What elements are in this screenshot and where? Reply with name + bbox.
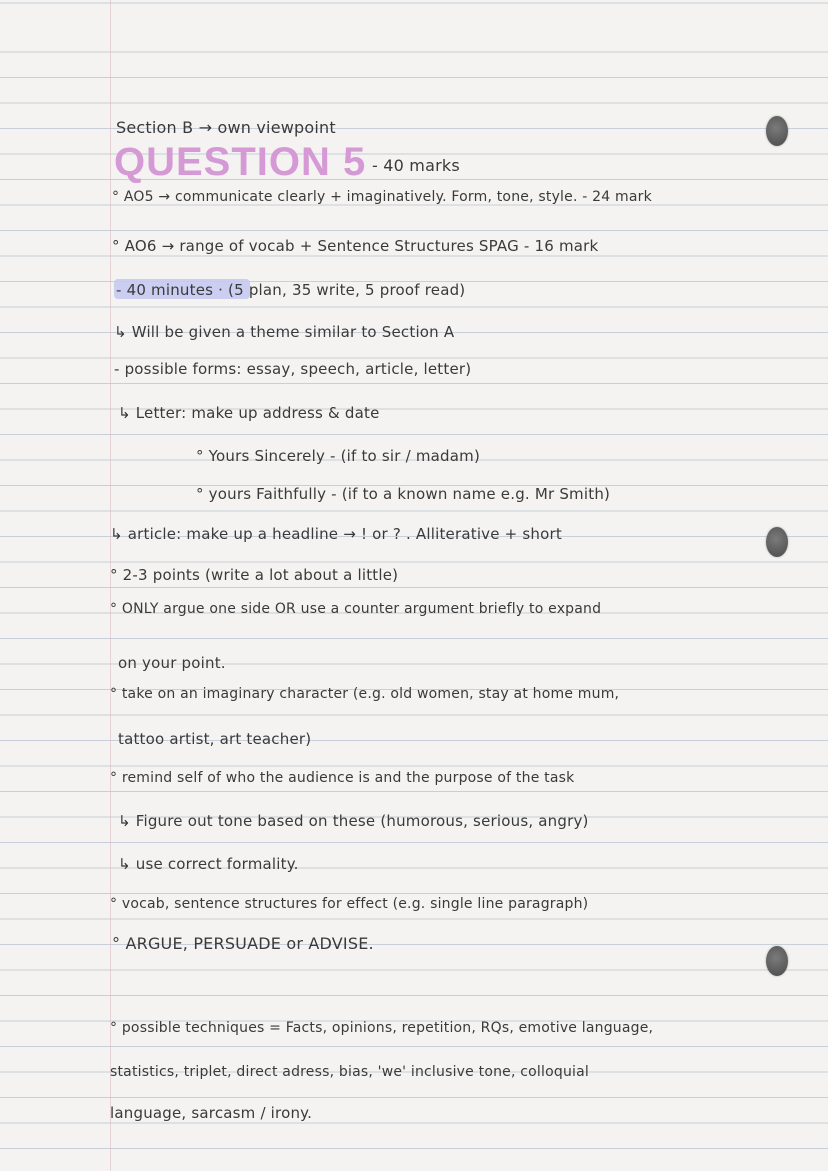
question-title: QUESTION 5: [114, 140, 367, 184]
note-line: ° 2-3 points (write a lot about a little): [110, 566, 399, 584]
note-line: tattoo artist, art teacher): [118, 730, 312, 748]
punch-hole: [766, 946, 788, 976]
note-line: ° Yours Sincerely - (if to sir / madam): [196, 447, 481, 465]
section-heading: Section B → own viewpoint: [116, 118, 336, 137]
note-line: - possible forms: essay, speech, article, letter): [114, 360, 472, 378]
margin-line: [110, 0, 111, 1171]
note-line: ° remind self of who the audience is and the purpose of the task: [110, 770, 575, 786]
note-line: ° possible techniques = Facts, opinions, repetition, RQs, emotive language,: [110, 1020, 654, 1036]
note-line: ↳ Will be given a theme similar to Section A: [114, 323, 455, 341]
note-line: ° AO5 → communicate clearly + imaginatively. Form, tone, style. - 24 mark: [112, 189, 652, 205]
note-line: on your point.: [118, 654, 226, 672]
note-line: ↳ Figure out tone based on these (humorous, serious, angry): [118, 812, 589, 830]
note-line: ° ARGUE, PERSUADE or ADVISE.: [112, 934, 374, 953]
note-line: ° vocab, sentence structures for effect (e.g. single line paragraph): [110, 896, 589, 912]
note-line: ° yours Faithfully - (if to a known name e.g. Mr Smith): [196, 485, 611, 503]
note-line: ° take on an imaginary character (e.g. old women, stay at home mum,: [110, 686, 620, 702]
note-line: ° AO6 → range of vocab + Sentence Structures SPAG - 16 mark: [112, 237, 599, 255]
note-line: - 40 minutes · (5 plan, 35 write, 5 proof read): [116, 281, 466, 299]
note-line: statistics, triplet, direct adress, bias, 'we' inclusive tone, colloquial: [110, 1064, 589, 1080]
note-line: ↳ Letter: make up address & date: [118, 404, 380, 422]
punch-hole: [766, 116, 788, 146]
punch-hole: [766, 527, 788, 557]
note-line: ↳ article: make up a headline → ! or ? . Alliterative + short: [110, 525, 562, 543]
note-line: ° ONLY argue one side OR use a counter argument briefly to expand: [110, 601, 602, 617]
question-marks: - 40 marks: [372, 156, 460, 175]
note-line: ↳ use correct formality.: [118, 855, 299, 873]
note-line: language, sarcasm / irony.: [110, 1104, 313, 1122]
